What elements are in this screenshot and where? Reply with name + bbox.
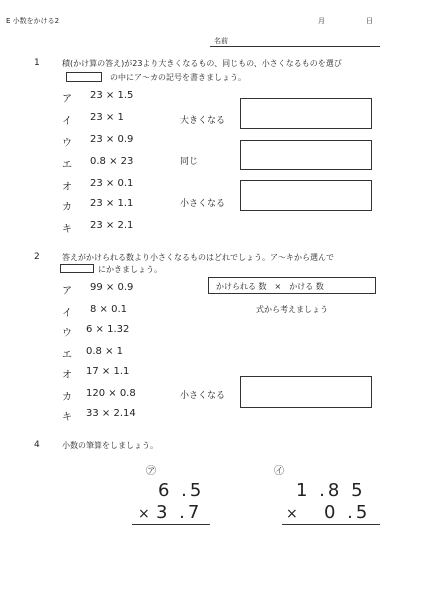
q2-number: 2 <box>34 252 40 262</box>
q2-item-expr: 17 × 1.1 <box>86 366 130 377</box>
problem-a-top: 6 .5 <box>158 480 205 501</box>
q2-item-kana: キ <box>62 412 72 423</box>
q4-number: 4 <box>34 440 40 450</box>
q1-answer-sample-box <box>66 72 102 82</box>
q1-item-expr: 23 × 0.9 <box>90 134 134 145</box>
q1-item-expr: 23 × 1 <box>90 112 124 123</box>
answer-box-same[interactable] <box>240 140 372 170</box>
problem-b-underline <box>282 524 380 525</box>
q1-number: 1 <box>34 58 40 68</box>
q2-item-kana: オ <box>62 370 72 381</box>
q2-item-kana: エ <box>62 350 72 361</box>
q2-item-kana: ウ <box>62 328 72 339</box>
q2-item-expr: 8 × 0.1 <box>90 304 128 315</box>
q2-item-kana: ア <box>62 286 72 297</box>
q4-instruction: 小数の筆算をしましょう。 <box>62 441 158 450</box>
q1-instruction-line2: の中にア～カの記号を書きましょう。 <box>110 73 246 82</box>
name-label: 名前 <box>214 37 228 45</box>
q1-item-kana: キ <box>62 224 72 235</box>
q2-item-expr: 33 × 2.14 <box>86 408 136 419</box>
problem-b-top: 1 .8 5 <box>296 480 366 501</box>
answer-box-smaller[interactable] <box>240 180 372 211</box>
q2-item-expr: 99 × 0.9 <box>90 282 134 293</box>
q2-item-kana: イ <box>62 308 72 319</box>
problem-a-bottom: 3 .7 <box>156 502 203 523</box>
q1-item-expr: 23 × 1.5 <box>90 90 134 101</box>
q1-instruction-line1: 積(かけ算の答え)が23より大きくなるもの、同じもの、小さくなるものを選び <box>62 59 342 68</box>
q1-item-expr: 23 × 2.1 <box>90 220 134 231</box>
q2-instruction-line2: にかきましょう。 <box>98 265 162 274</box>
q2-item-expr: 0.8 × 1 <box>86 346 124 357</box>
q1-item-kana: ア <box>62 94 72 105</box>
hint-note: 式から考えましょう <box>256 305 328 314</box>
label-same: 同じ <box>180 157 199 167</box>
problem-a-underline <box>132 524 210 525</box>
q2-answer-box-smaller[interactable] <box>240 376 372 408</box>
name-underline <box>210 46 380 47</box>
hint-box-text: かけられる 数 × かける 数 <box>216 282 324 291</box>
problem-a-operator: × <box>138 506 150 522</box>
q1-item-kana: ウ <box>62 138 72 149</box>
day-label: 日 <box>366 17 373 25</box>
q1-item-expr: 23 × 0.1 <box>90 178 134 189</box>
q1-item-kana: カ <box>62 202 72 213</box>
q1-item-kana: オ <box>62 182 72 193</box>
answer-box-bigger[interactable] <box>240 98 372 129</box>
label-smaller: 小さくなる <box>180 199 226 209</box>
q2-item-kana: カ <box>62 392 72 403</box>
problem-b-bottom: 0 .5 <box>324 502 371 523</box>
problem-b-operator: × <box>286 506 298 522</box>
q2-item-expr: 120 × 0.8 <box>86 388 136 399</box>
worksheet-title: E 小数をかける2 <box>6 17 60 25</box>
q2-answer-sample-box <box>60 264 94 273</box>
q1-item-expr: 23 × 1.1 <box>90 198 134 209</box>
q2-instruction-line1: 答えがかけられる数より小さくなるものはどれでしょう。ア～キから選んで <box>62 253 334 262</box>
q1-item-kana: イ <box>62 116 72 127</box>
problem-mark-a: ㋐ <box>146 466 156 477</box>
problem-mark-b: ㋑ <box>274 466 284 477</box>
q2-item-expr: 6 × 1.32 <box>86 324 130 335</box>
q1-item-kana: エ <box>62 160 72 171</box>
q1-item-expr: 0.8 × 23 <box>90 156 134 167</box>
label-bigger: 大きくなる <box>180 116 226 126</box>
q2-label-smaller: 小さくなる <box>180 391 226 401</box>
month-label: 月 <box>318 17 325 25</box>
